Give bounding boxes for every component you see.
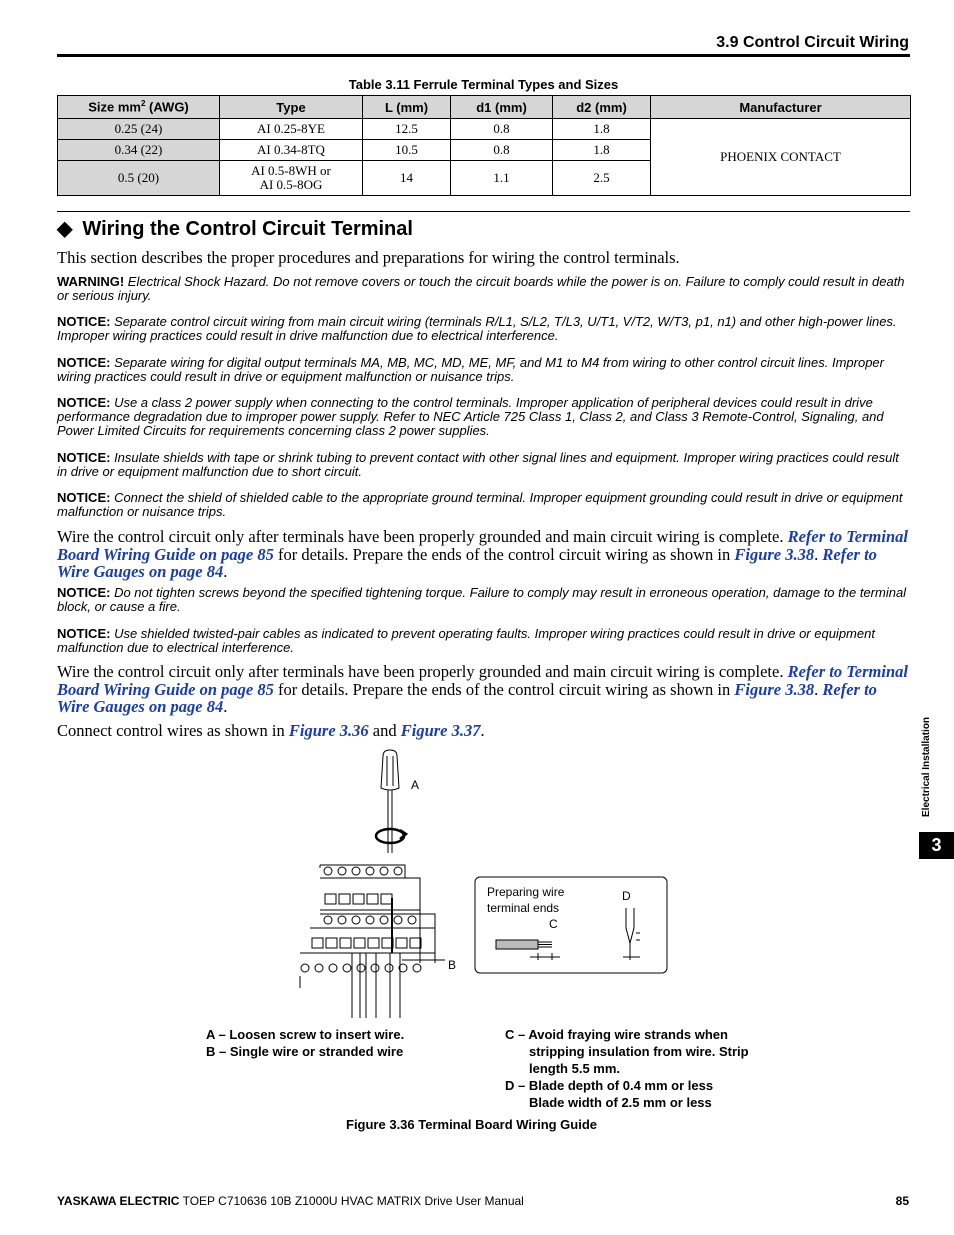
footer-manual-title: YASKAWA ELECTRIC TOEP C710636 10B Z1000U HVAC MATRIX Drive User Manual [57, 1194, 524, 1208]
cell-type: AI 0.25-8YE [220, 119, 363, 140]
legend-item-a: A – Loosen screw to insert wire. [206, 1027, 405, 1042]
inset-caption: Preparing wire terminal ends [487, 885, 565, 915]
page-number: 85 [895, 1194, 909, 1208]
table-caption: Table 3.11 Ferrule Terminal Types and Sizes [348, 77, 619, 92]
terminal-block-illustration [290, 748, 680, 1023]
terminal-wiring-figure [290, 748, 680, 1023]
side-tab-label: Electrical Installation [921, 716, 932, 817]
warning-block [57, 275, 910, 303]
cell-size: 0.25 (24) [58, 119, 220, 140]
section-rule [57, 211, 910, 212]
intro-paragraph: This section describes the proper procedures and preparations for wiring the control terminals. [57, 248, 680, 267]
link-wire-gauges[interactable]: Refer to Wire Gauges on page 84 [57, 679, 877, 716]
legend-item-b: B – Single wire or stranded wire [206, 1044, 404, 1059]
link-terminal-board-guide[interactable]: Refer to Terminal Board Wiring Guide on page 85 [57, 527, 908, 564]
chapter-tab: 3 [919, 832, 954, 859]
link-figure-3-36[interactable]: Figure 3.36 [288, 721, 369, 740]
figure-legend-right: C – Avoid fraying wire strands when stripping insulation from wire. Strip length 5.5 mm. D – Blade depth of 0.4 mm or less Blade width of 2.5 mm or less [505, 1027, 749, 1110]
notice-block: NOTICE: Insulate shields with tape or shrink tubing to prevent contact with other signal lines and equipment. Improper wiring practices could result in drive or equipment malfunction due to short circuit. [57, 450, 899, 479]
notice-block: NOTICE: Separate control circuit wiring from main circuit wiring (terminals R/L1, S/L2, T/L3, U/T1, V/T2, W/T3, p1, n1) and other high-power lines. Improper wiring practices could result in drive malfunction due to electrical interference. [57, 314, 897, 343]
cell-type: AI 0.34-8TQ [220, 140, 363, 161]
cell-d2: 1.8 [553, 140, 651, 161]
cell-d2: 2.5 [553, 161, 651, 196]
warning-text: Electrical Shock Hazard. Do not remove covers or touch the circuit boards while the power is on. Failure to comply could result in death or serious injury. [57, 274, 905, 303]
link-figure-3-38[interactable]: Figure 3.38 [734, 679, 815, 699]
cell-size: 0.34 (22) [58, 140, 220, 161]
notice-block: NOTICE: Connect the shield of shielded cable to the appropriate ground terminal. Improper equipment grounding could result in drive or equipment malfunction or nuisance trips. [57, 490, 903, 519]
legend-item-c: C – Avoid fraying wire strands when [505, 1027, 728, 1042]
cell-d1: 0.8 [451, 140, 553, 161]
figure-legend-left [206, 1026, 404, 1060]
cell-l: 10.5 [363, 140, 451, 161]
cell-size: 0.5 (20) [58, 161, 220, 196]
column-header-manufacturer: Manufacturer [651, 96, 911, 119]
link-terminal-board-guide[interactable]: Refer to Terminal Board Wiring Guide on page 85 [57, 662, 908, 699]
cell-d2: 1.8 [553, 119, 651, 140]
section-title: ◆ Wiring the Control Circuit Terminal [57, 218, 413, 240]
link-wire-gauges[interactable]: Refer to Wire Gauges on page 84 [57, 544, 877, 581]
legend-item-d: D – Blade depth of 0.4 mm or less [505, 1078, 714, 1093]
ferrule-table [57, 95, 911, 196]
figure-label-a: A [411, 778, 420, 792]
notice-block: NOTICE: Use shielded twisted-pair cables as indicated to prevent operating faults. Improper wiring practices could result in drive or equipment malfunction due to electrical interference. [57, 626, 875, 655]
column-header-l: L (mm) [363, 96, 451, 119]
cell-type: AI 0.5-8WH or AI 0.5-8OG [220, 161, 363, 196]
table-header-row [58, 96, 911, 119]
wire-paragraph: Wire the control circuit only after terminals have been properly grounded and main circuit wiring is complete. Refer to Terminal Board Wiring Guide on page 85 for details. Prepare the ends of the control circuit wiring as shown in Figure 3.38. Refer to Wire Gauges on page 84. [57, 527, 908, 581]
running-header: 3.9 Control Circuit Wiring [716, 34, 909, 51]
footer-brand: YASKAWA ELECTRIC [57, 1194, 180, 1208]
notice-block: NOTICE: Separate wiring for digital output terminals MA, MB, MC, MD, ME, MF, and M1 to M4 from wiring to other control circuit lines. Improper wiring practices could result in drive or equipment malfunction or nuisance trips. [57, 355, 884, 384]
column-header-type: Type [220, 96, 363, 119]
diamond-icon: ◆ [57, 218, 73, 240]
figure-label-d: D [622, 889, 631, 903]
column-header-d2: d2 (mm) [553, 96, 651, 119]
cell-d1: 0.8 [451, 119, 553, 140]
cell-manufacturer: PHOENIX CONTACT [651, 119, 911, 196]
header-rule [57, 54, 910, 57]
wire-paragraph-repeat: Wire the control circuit only after terminals have been properly grounded and main circuit wiring is complete. Refer to Terminal Board Wiring Guide on page 85 for details. Prepare the ends of the control circuit wiring as shown in Figure 3.38. Refer to Wire Gauges on page 84. [57, 662, 908, 716]
cell-l: 14 [363, 161, 451, 196]
cell-l: 12.5 [363, 119, 451, 140]
notice-block: NOTICE: Do not tighten screws beyond the specified tightening torque. Failure to comply may result in erroneous operation, damage to the terminal block, or cause a fire. [57, 585, 907, 614]
figure-label-b: B [448, 958, 457, 972]
connect-paragraph: Connect control wires as shown in Figure 3.36 and Figure 3.37. [57, 721, 485, 740]
column-header-size: Size $mm^2$ (AWG) [58, 96, 220, 119]
cell-d1: 1.1 [451, 161, 553, 196]
column-header-d1: d1 (mm) [451, 96, 553, 119]
figure-label-c: C [549, 917, 558, 931]
notice-block: NOTICE: Use a class 2 power supply when connecting to the control terminals. Improper application of peripheral devices could result in drive performance degradation due to improper power supply. Refer to NEC Article 725 Class 1, Class 2, and Class 3 Remote-Control, Signaling, and Power Limited Circuits for requirements concerning class 2 power supplies. [57, 395, 884, 438]
link-figure-3-38[interactable]: Figure 3.38 [734, 544, 815, 564]
table-row [58, 119, 911, 140]
link-figure-3-37[interactable]: Figure 3.37 [400, 721, 481, 740]
warning-label: WARNING! [57, 274, 125, 289]
figure-caption: Figure 3.36 Terminal Board Wiring Guide [346, 1117, 598, 1132]
